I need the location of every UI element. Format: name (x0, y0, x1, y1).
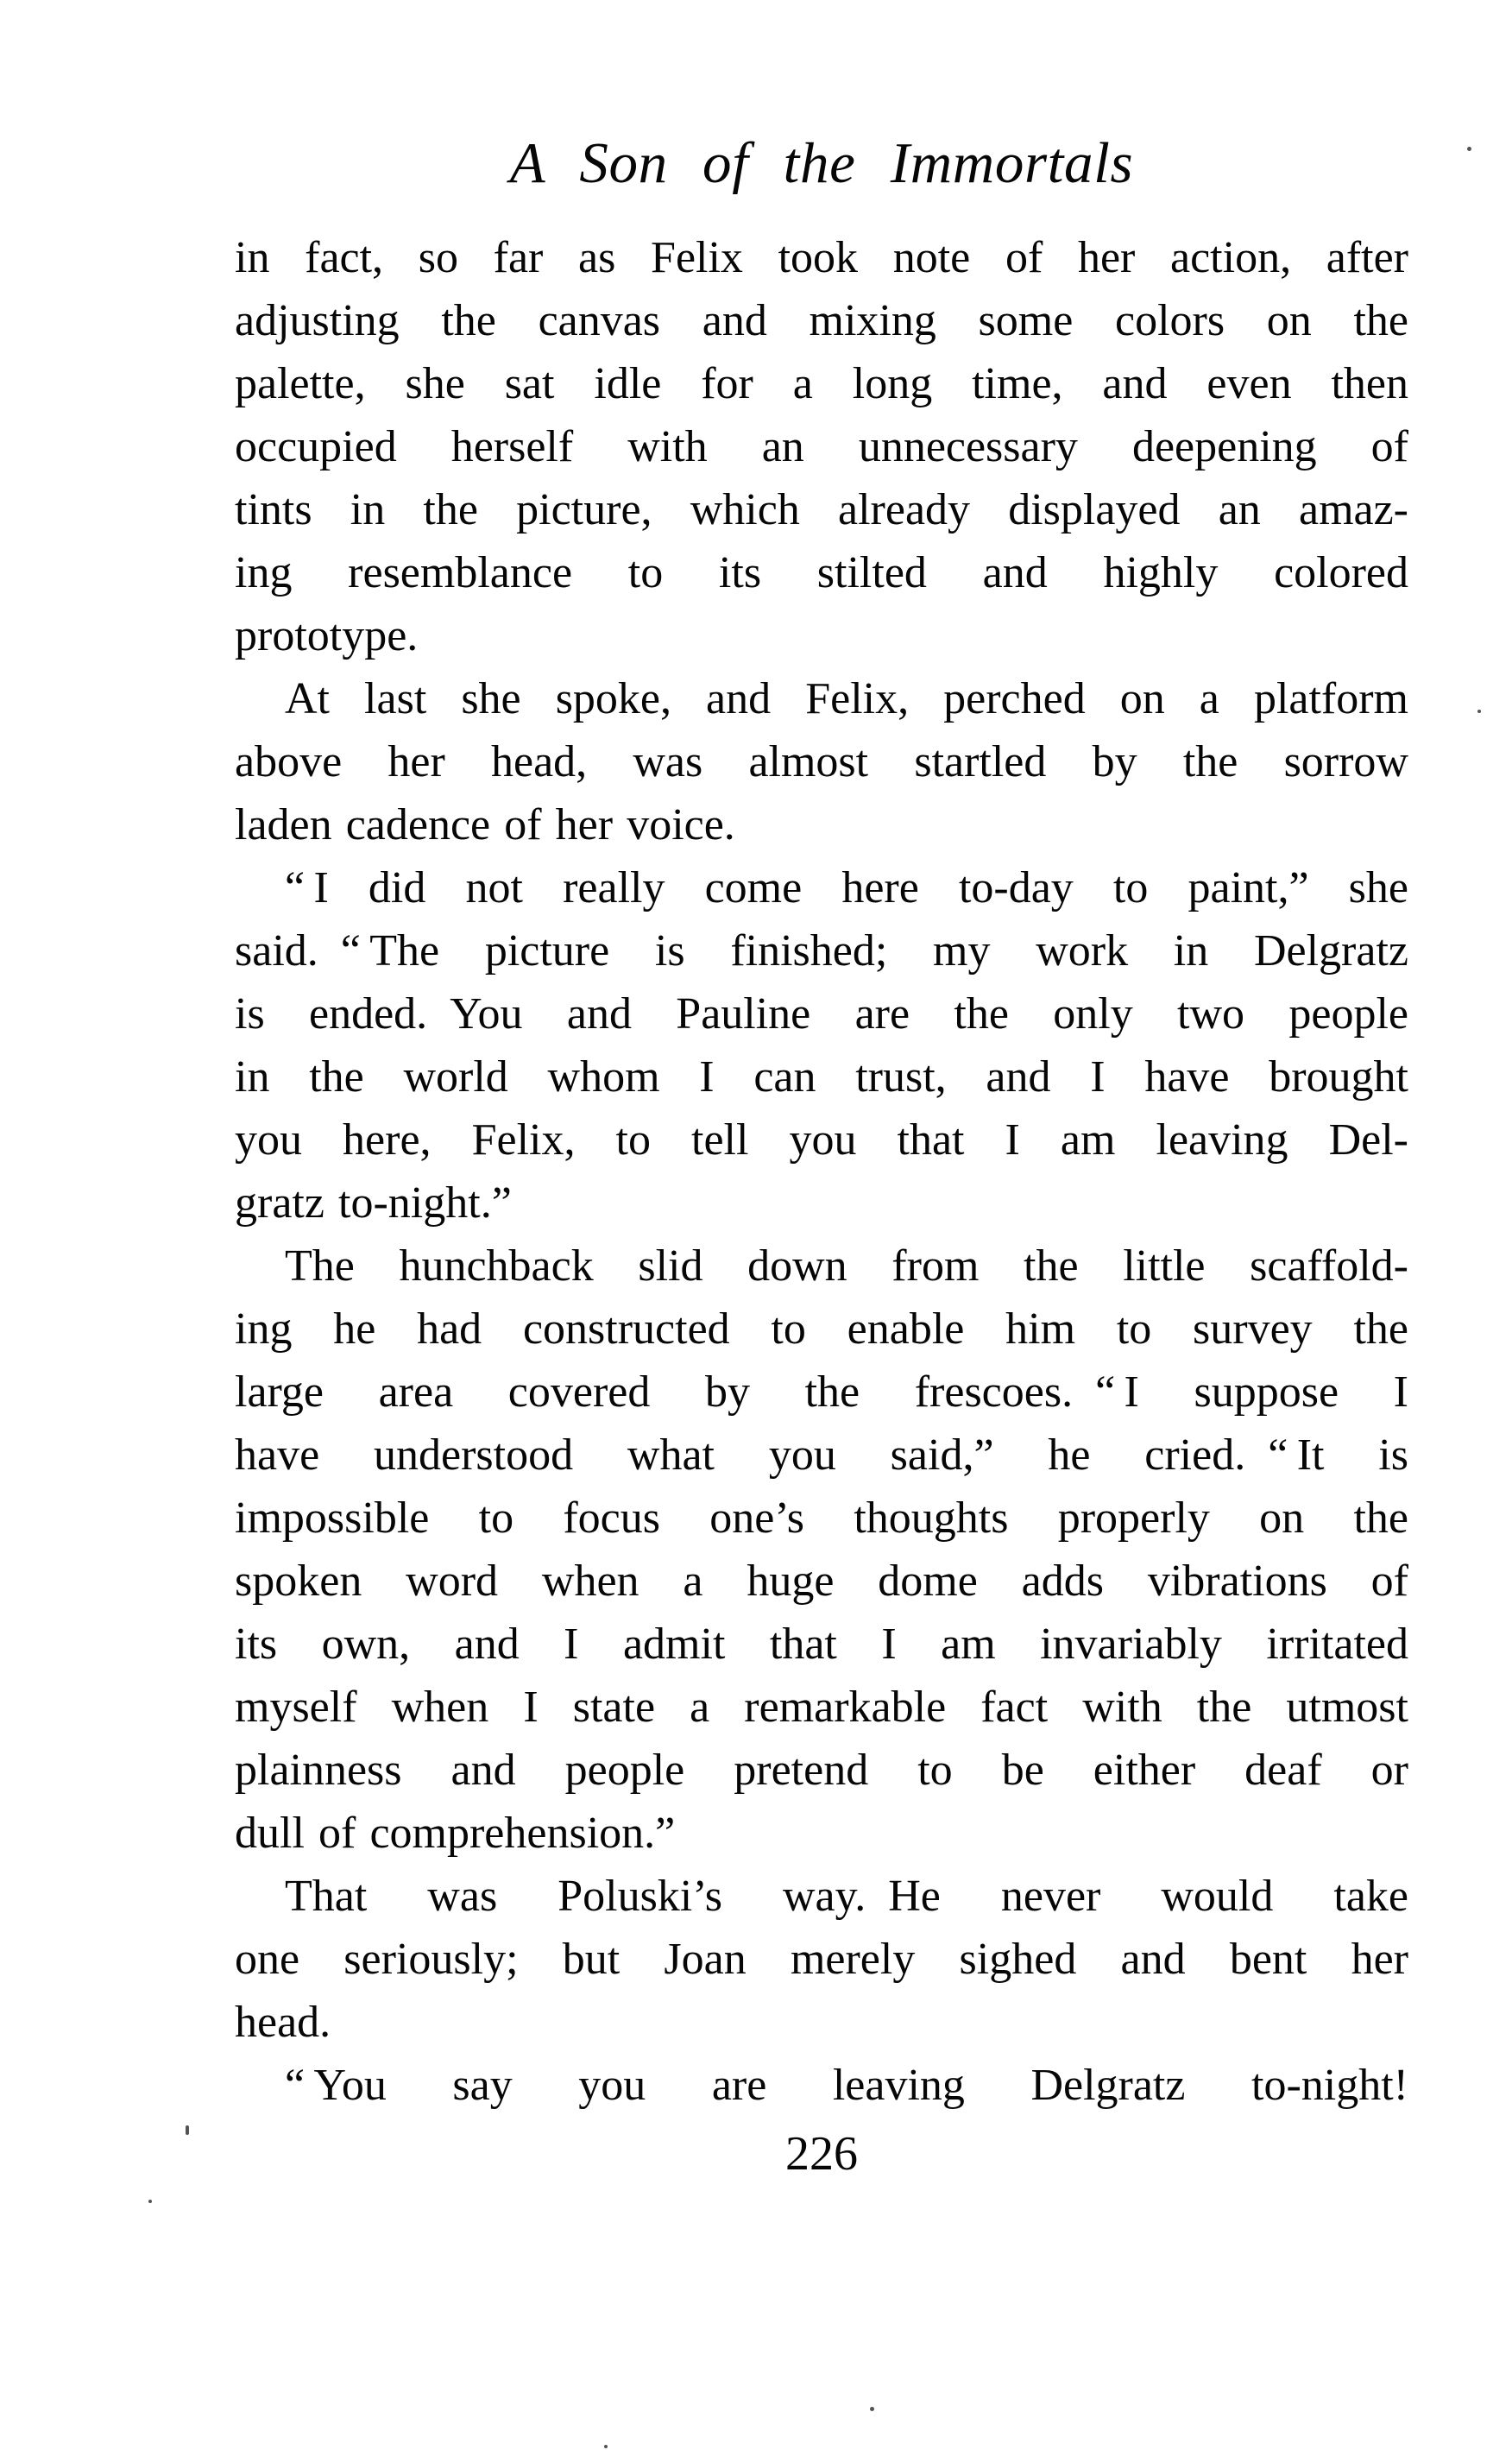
text-line: “ I did not really come here to-day to paint,” she (285, 863, 1408, 912)
text-line: tints in the picture, which already displayed an amaz- (235, 485, 1408, 534)
scan-speck (186, 2125, 189, 2135)
scan-speck (148, 2200, 152, 2203)
text-line: its own, and I admit that I am invariably irritated (235, 1620, 1408, 1669)
text-line: in the world whom I can trust, and I have brought (235, 1052, 1408, 1102)
text-line: ing resemblance to its stilted and highly colored (235, 548, 1408, 597)
text-line: large area covered by the frescoes. “ I suppose I (235, 1367, 1408, 1417)
text-line: spoken word when a huge dome adds vibrations of (235, 1557, 1408, 1606)
scan-speck (1477, 710, 1481, 713)
page-body (235, 226, 1408, 2117)
text-line: At last she spoke, and Felix, perched on a platform (285, 674, 1408, 723)
scan-speck (870, 2407, 874, 2411)
text-line: adjusting the canvas and mixing some colors on the (235, 296, 1408, 345)
text-line: laden cadence of her voice. (235, 800, 735, 849)
text-line: head. (235, 1998, 331, 2047)
text-line: prototype. (235, 611, 419, 660)
text-line: have understood what you said,” he cried. “ It is (235, 1430, 1408, 1480)
text-line: above her head, was almost startled by the sorrow (235, 737, 1408, 786)
text-line: in fact, so far as Felix took note of her action, after (235, 233, 1408, 282)
text-line: ing he had constructed to enable him to survey the (235, 1304, 1408, 1354)
text-line: said. “ The picture is finished; my work in Delgratz (235, 926, 1408, 976)
page-number: 226 (785, 2127, 858, 2181)
text-line: That was Poluski’s way. He never would take (285, 1872, 1408, 1921)
scan-speck (604, 2445, 608, 2448)
text-line: is ended. You and Pauline are the only two people (235, 989, 1408, 1039)
text-line: plainness and people pretend to be either deaf or (235, 1746, 1408, 1795)
text-line: impossible to focus one’s thoughts properly on the (235, 1493, 1408, 1543)
running-head-title: A Son of the Immortals (509, 131, 1134, 195)
text-line: “ You say you are leaving Delgratz to-night! (285, 2061, 1408, 2110)
text-line: dull of comprehension.” (235, 1809, 676, 1858)
text-line: myself when I state a remarkable fact with the utmost (235, 1683, 1408, 1732)
text-line: palette, she sat idle for a long time, and even then (235, 359, 1408, 408)
text-line: one seriously; but Joan merely sighed and bent her (235, 1935, 1408, 1984)
text-line: The hunchback slid down from the little scaffold- (285, 1241, 1408, 1291)
text-line: you here, Felix, to tell you that I am leaving Del- (235, 1115, 1408, 1165)
scan-speck (1467, 147, 1471, 151)
text-line: occupied herself with an unnecessary deepening of (235, 422, 1408, 471)
text-line: gratz to-night.” (235, 1178, 512, 1228)
